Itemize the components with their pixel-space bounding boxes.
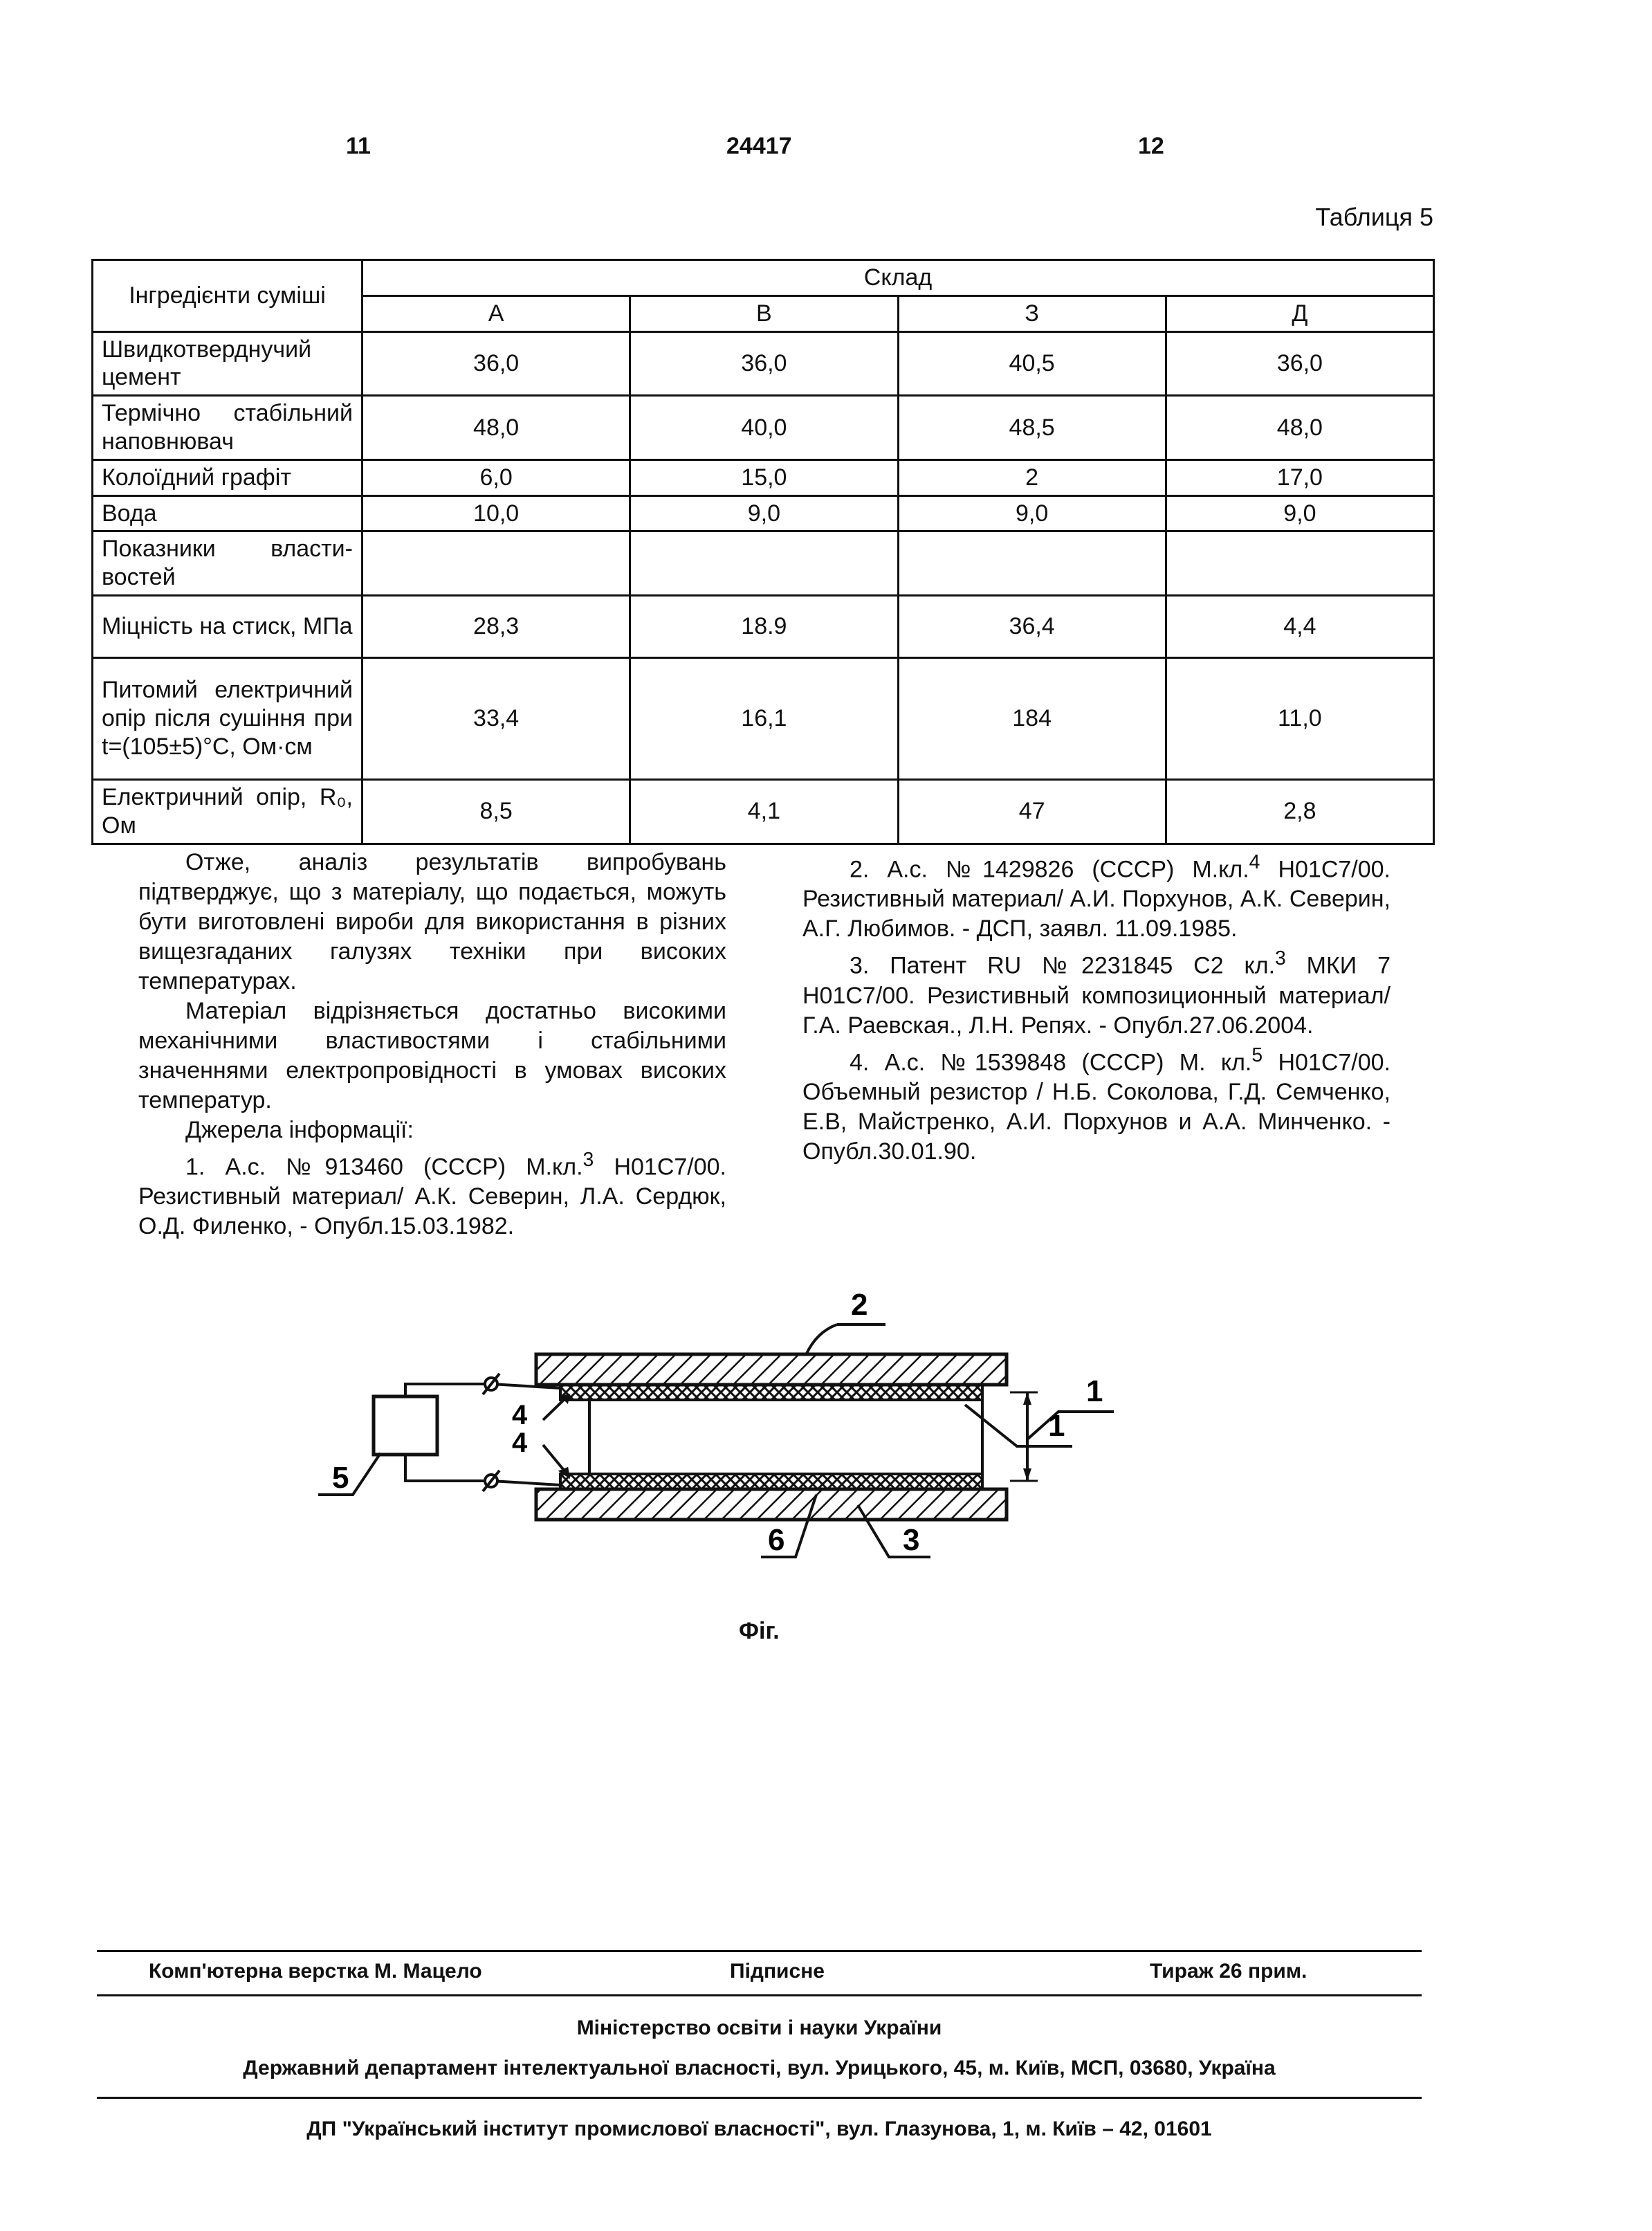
table-cell: 2,8 xyxy=(1166,779,1433,844)
column-header: В xyxy=(630,295,898,331)
row-label: Колоїдний графіт xyxy=(93,459,362,495)
table-cell xyxy=(898,531,1166,596)
row-label: Міцність на стиск, МПа xyxy=(93,595,362,657)
table-cell: 18.9 xyxy=(630,595,898,657)
table-cell: 36,0 xyxy=(362,331,630,396)
label-4: 4 xyxy=(512,1428,528,1458)
table-cell xyxy=(1166,531,1433,596)
label-4: 4 xyxy=(512,1400,528,1430)
table-cell: 10,0 xyxy=(362,495,630,531)
label-5: 5 xyxy=(332,1461,349,1495)
divider xyxy=(97,2097,1422,2099)
ingredients-header: Інгредієнти суміші xyxy=(93,260,362,332)
label-3: 3 xyxy=(903,1523,920,1557)
table-cell: 4,1 xyxy=(630,779,898,844)
table-cell: 4,4 xyxy=(1166,595,1433,657)
table-cell: 9,0 xyxy=(630,495,898,531)
table-cell: 40,0 xyxy=(630,396,898,460)
row-label: Швидкотверднучий цемент xyxy=(93,331,362,396)
paragraph: Отже, аналіз результатів випробувань підтверджує, що з матеріалу, що подається, можуть бути виготовлені вироби для використання в різних вищезгаданих галузях техніки при високих температурах. xyxy=(138,849,726,994)
housing-top xyxy=(536,1354,1007,1385)
page-number-right: 12 xyxy=(1138,133,1164,159)
footer-print-run: Тираж 26 прим. xyxy=(1150,1960,1307,1983)
housing-bottom xyxy=(536,1489,1007,1520)
table-caption: Таблиця 5 xyxy=(1315,203,1433,231)
patent-number: 24417 xyxy=(726,133,792,159)
table-cell: 9,0 xyxy=(1166,495,1433,531)
table-cell: 33,4 xyxy=(362,657,630,779)
label-2: 2 xyxy=(851,1288,868,1322)
divider xyxy=(97,1994,1422,1996)
column-header: А xyxy=(362,295,630,331)
table-cell: 11,0 xyxy=(1166,657,1433,779)
table-row xyxy=(93,495,1434,531)
footer-ministry: Міністерство освіти і науки України xyxy=(576,2016,942,2039)
table-cell: 48,0 xyxy=(362,396,630,460)
table-row xyxy=(93,779,1434,844)
paragraph: Матеріал відрізняється достатньо високими механічними властивостями і стабільними значеннями електропровідності в умовах високих температур. xyxy=(138,998,726,1113)
resistive-layer-top xyxy=(560,1385,982,1400)
table-cell: 17,0 xyxy=(1166,459,1433,495)
table-cell: 48,0 xyxy=(1166,396,1433,460)
table-cell: 6,0 xyxy=(362,459,630,495)
column-header: З xyxy=(898,295,1166,331)
table-cell: 15,0 xyxy=(630,459,898,495)
footer-department: Державний департамент інтелектуальної власності, вул. Урицького, 45, м. Київ, МСП, 03680, Україна xyxy=(243,2057,1276,2079)
body-text-left xyxy=(138,848,726,1241)
table-cell: 48,5 xyxy=(898,396,1166,460)
table-row xyxy=(93,595,1434,657)
table-cell: 36,4 xyxy=(898,595,1166,657)
table-row xyxy=(93,396,1434,460)
table-row xyxy=(93,531,1434,596)
table-cell: 28,3 xyxy=(362,595,630,657)
label-6: 6 xyxy=(768,1523,785,1557)
footer-institute: ДП "Український інститут промислової власності", вул. Глазунова, 1, м. Київ – 42, 01601 xyxy=(306,2118,1212,2140)
table-cell: 47 xyxy=(898,779,1166,844)
divider xyxy=(97,1950,1422,1952)
row-label: Показники власти-востей xyxy=(93,531,362,596)
resistor-figure xyxy=(304,1266,1218,1599)
row-label: Термічно стабільний наповнювач xyxy=(93,396,362,460)
table-cell xyxy=(362,531,630,596)
sources-title: Джерела інформації: xyxy=(185,1117,414,1143)
label-1-dimension: 1 xyxy=(1086,1374,1103,1408)
footer-layout: Комп'ютерна верстка М. Мацело xyxy=(149,1960,482,1983)
reference-1: 1. А.с. №913460 (СССР) М.кл.$^3$ Н01С7/00. Резистивный материал/ А.К. Северин, Л.А. Сердюк, О.Д. Филенко, - Опубл.15.03.1982. xyxy=(138,1149,726,1240)
composition-table xyxy=(91,259,1435,845)
column-header: Д xyxy=(1166,295,1433,331)
power-source xyxy=(374,1396,437,1455)
table-cell: 8,5 xyxy=(362,779,630,844)
row-label: Питомий електричний опір після сушіння при t=(105±5)°С, Ом·см xyxy=(93,657,362,779)
row-label: Вода xyxy=(93,495,362,531)
table-cell: 9,0 xyxy=(898,495,1166,531)
table-cell: 36,0 xyxy=(1166,331,1433,396)
resistive-layer-bottom xyxy=(560,1474,982,1489)
reference-2: 2. А.с. №1429826 (СССР) М.кл.$^4$ Н01С7/00. Резистивный материал/ А.И. Порхунов, А.К. Северин, А.Г. Любимов. - ДСП, заявл. 11.09.1985. xyxy=(802,851,1391,943)
table-cell: 36,0 xyxy=(630,331,898,396)
reference-3: 3. Патент RU №2231845 С2 кл.$^3$ МКИ 7 Н01С7/00. Резистивный композиционный материал/ Г.А. Раевская., Л.Н. Репях. - Опубл.27.06.2004. xyxy=(802,947,1391,1039)
composition-header: Склад xyxy=(362,260,1434,296)
table-cell: 40,5 xyxy=(898,331,1166,396)
row-label: Електричний опір, R₀, Ом xyxy=(93,779,362,844)
label-1: 1 xyxy=(1048,1409,1065,1443)
table-cell: 184 xyxy=(898,657,1166,779)
footer-signed: Підписне xyxy=(730,1960,825,1983)
table-cell: 2 xyxy=(898,459,1166,495)
table-row xyxy=(93,459,1434,495)
page-number-left: 11 xyxy=(346,133,371,159)
figure-caption: Фіг. xyxy=(739,1618,780,1644)
body-text-right xyxy=(802,848,1391,1167)
table-row xyxy=(93,657,1434,779)
table-row xyxy=(93,331,1434,396)
table-cell xyxy=(630,531,898,596)
reference-4: 4. А.с. №1539848 (СССР) М. кл.$^5$ Н01С7/00. Объемный резистор / Н.Б. Соколова, Г.Д. Семченко, Е.В, Майстренко, А.И. Порхунов и А.А. Минченко. - Опубл.30.01.90. xyxy=(802,1044,1391,1165)
table-cell: 16,1 xyxy=(630,657,898,779)
